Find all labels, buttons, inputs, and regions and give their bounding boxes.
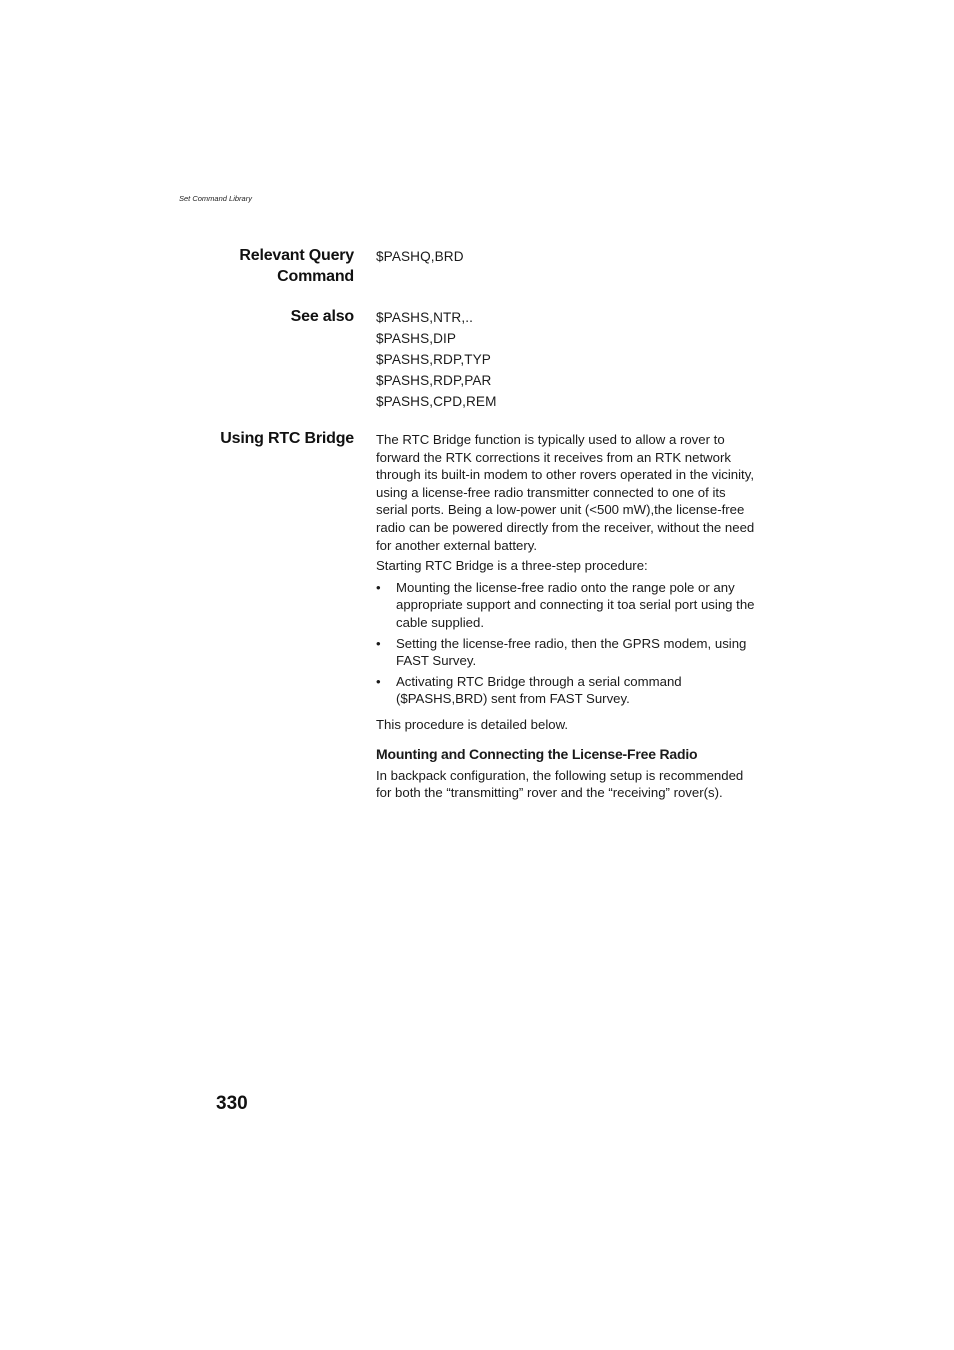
list-item	[376, 673, 756, 708]
see-also-list	[376, 307, 756, 412]
step-text: Setting the license-free radio, then the GPRS modem, using FAST Survey.	[396, 635, 747, 669]
outro-paragraph: This procedure is detailed below.	[376, 716, 569, 732]
list-item	[376, 635, 756, 670]
relevant-query-body	[376, 246, 756, 267]
subsection-text: In backpack configuration, the following setup is recommended for both the “transmitting” rover and the “receiving” rover(s).	[376, 767, 744, 801]
see-also-item: $PASHS,CPD,REM	[376, 394, 497, 409]
see-also-item: $PASHS,DIP	[376, 331, 457, 346]
using-rtc-bridge-body	[376, 431, 756, 802]
bullet-icon: •	[376, 635, 381, 651]
list-item	[376, 579, 756, 632]
see-also-item: $PASHS,RDP,PAR	[376, 373, 492, 388]
relevant-query-heading-line1: Relevant Query	[239, 247, 354, 264]
step-text: Activating RTC Bridge through a serial command ($PASHS,BRD) sent from FAST Survey.	[396, 673, 682, 707]
bullet-icon: •	[376, 673, 381, 689]
step-text: Mounting the license-free radio onto the range pole or any appropriate support and connecting it toa serial port using the cable supplied.	[396, 579, 755, 630]
relevant-query-heading-line2: Command	[277, 268, 354, 285]
steps-list	[376, 579, 756, 708]
subsection-title: Mounting and Connecting the License-Free Radio	[376, 745, 698, 762]
using-rtc-bridge-heading: Using RTC Bridge	[220, 430, 354, 447]
bullet-icon: •	[376, 579, 381, 595]
relevant-query-command: $PASHQ,BRD	[376, 249, 464, 264]
see-also-heading: See also	[290, 308, 354, 325]
page-number: 330	[216, 1093, 248, 1114]
relevant-query-heading	[164, 245, 354, 287]
steps-intro: Starting RTC Bridge is a three-step procedure:	[376, 558, 648, 574]
running-header: Set Command Library	[179, 194, 252, 203]
intro-paragraph: The RTC Bridge function is typically used to allow a rover to forward the RTK corrections it receives from an RTK network through its built-in modem to other rovers operated in the vicinity, using a license-free radio transmitter connected to one of its serial ports. Being a low-power unit (<500 mW),the license-free radio can be powered directly from the receiver, without the need for another external battery.	[376, 432, 755, 553]
see-also-item: $PASHS,RDP,TYP	[376, 352, 491, 367]
see-also-item: $PASHS,NTR,..	[376, 310, 473, 325]
